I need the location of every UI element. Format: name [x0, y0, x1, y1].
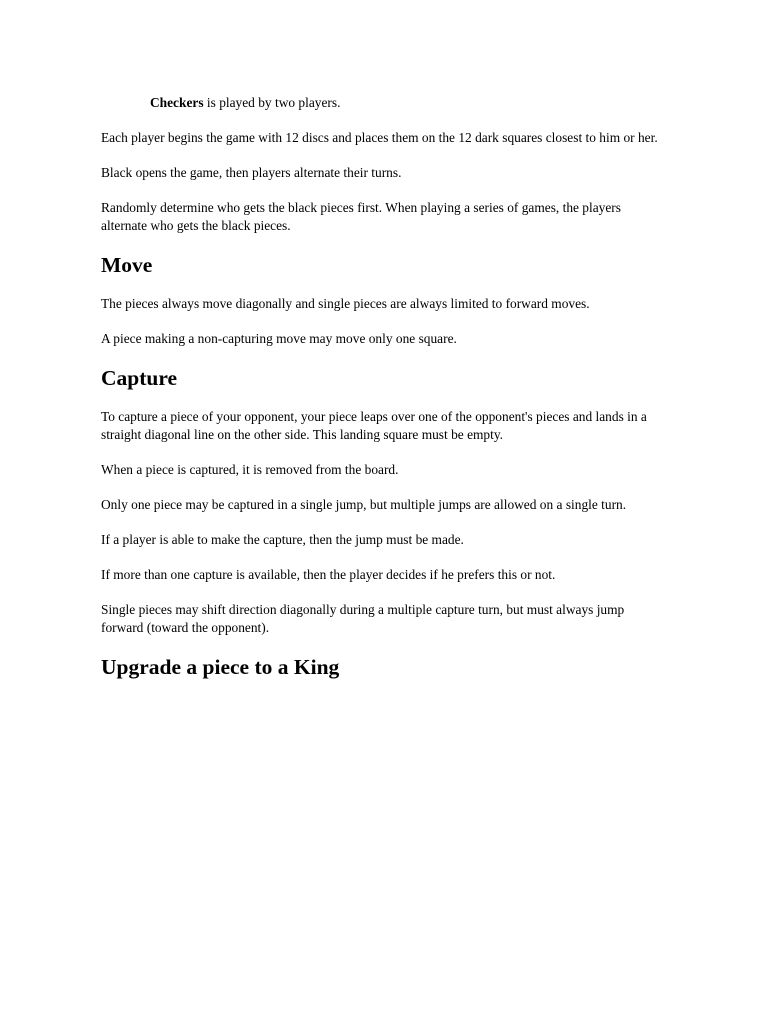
heading-king: Upgrade a piece to a King: [101, 655, 340, 679]
paragraph-capture-mandatory: If a player is able to make the capture, then the jump must be made.: [101, 532, 464, 547]
paragraph-move-one-square: A piece making a non-capturing move may move only one square.: [101, 331, 457, 346]
intro-paragraph: [101, 94, 661, 112]
paragraph-turns: Black opens the game, then players alternate their turns.: [101, 165, 402, 180]
paragraph-capture-leap: To capture a piece of your opponent, your piece leaps over one of the opponent's pieces and lands in a straight diagonal line on the other side. This landing square must be empty.: [101, 409, 647, 442]
heading-move: Move: [101, 253, 153, 277]
paragraph-capture-removed: When a piece is captured, it is removed from the board.: [101, 462, 399, 477]
paragraph-capture-multiple: Only one piece may be captured in a single jump, but multiple jumps are allowed on a single turn.: [101, 497, 627, 512]
document-page: [101, 94, 661, 697]
intro-bold-term: Checkers: [150, 95, 204, 110]
paragraph-capture-choice: If more than one capture is available, then the player decides if he prefers this or not.: [101, 567, 556, 582]
paragraph-move-diagonal: The pieces always move diagonally and single pieces are always limited to forward moves.: [101, 296, 590, 311]
intro-rest-text: is played by two players.: [203, 95, 341, 110]
paragraph-setup: Each player begins the game with 12 discs and places them on the 12 dark squares closest to him or her.: [101, 130, 658, 145]
paragraph-capture-direction: Single pieces may shift direction diagonally during a multiple capture turn, but must always jump forward (toward the opponent).: [101, 602, 625, 635]
heading-capture: Capture: [101, 366, 178, 390]
paragraph-black-pieces: Randomly determine who gets the black pieces first. When playing a series of games, the players alternate who gets the black pieces.: [101, 200, 621, 233]
